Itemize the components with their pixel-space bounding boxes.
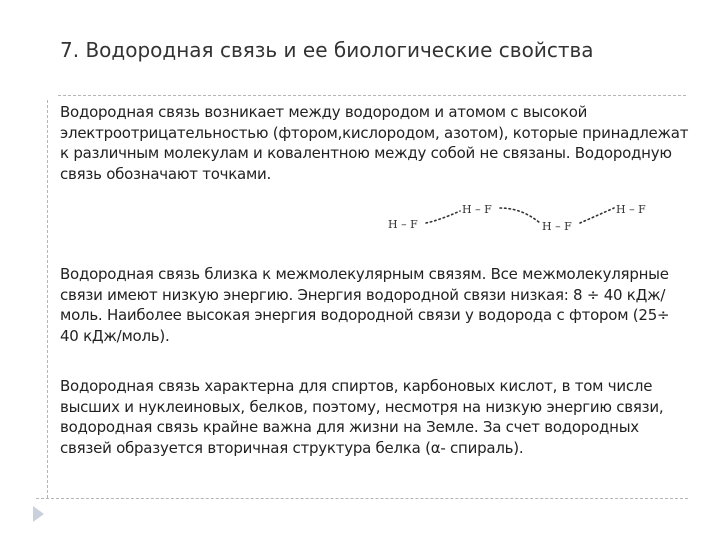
left-divider <box>47 100 48 498</box>
molecule-hf-4: H – F <box>616 203 646 216</box>
paragraph-bond-energy: Водородная связь близка к межмолекулярным связям. Все межмолекулярные связи имеют низкую энергию. Энергия водородной связи низкая: 8 ÷ 40 кДж/моль. Наиболее высокая энергия водородной связи у водорода с фтором (25÷ 40 кДж/моль). <box>60 265 670 345</box>
paragraph-hydrogen-bond-definition: Водородная связь возникает между водородом и атомом с высокой электроотрицательностью (фтором,кислородом, азотом), которые принадлежат к различным молекулам и ковалентною между собой не связаны. Водородную связь обозначают точками. <box>60 103 689 183</box>
hydrogen-bond-dots-3 <box>580 208 614 223</box>
bottom-divider <box>36 498 688 499</box>
slide-title: 7. Водородная связь и ее биологические свойства <box>60 38 594 62</box>
paragraph-biological-importance: Водородная связь характерна для спиртов, карбоновых кислот, в том числе высших и нуклеиновых, белков, поэтому, несмотря на низкую энергию связи, водородная связь крайне важна для жизни на Земле. За счет водородных связей образуется вторичная структура белка (α- спираль). <box>60 377 664 457</box>
molecule-hf-3: H – F <box>542 220 572 233</box>
molecule-hf-1: H – F <box>388 218 418 231</box>
slide-corner-arrow-icon <box>33 506 44 522</box>
hydrogen-bond-dots-1 <box>426 211 460 223</box>
molecule-hf-2: H – F <box>462 203 492 216</box>
title-divider <box>58 95 686 96</box>
hydrogen-bond-dots-2 <box>500 208 540 223</box>
hydrogen-bond-diagram <box>384 196 674 238</box>
